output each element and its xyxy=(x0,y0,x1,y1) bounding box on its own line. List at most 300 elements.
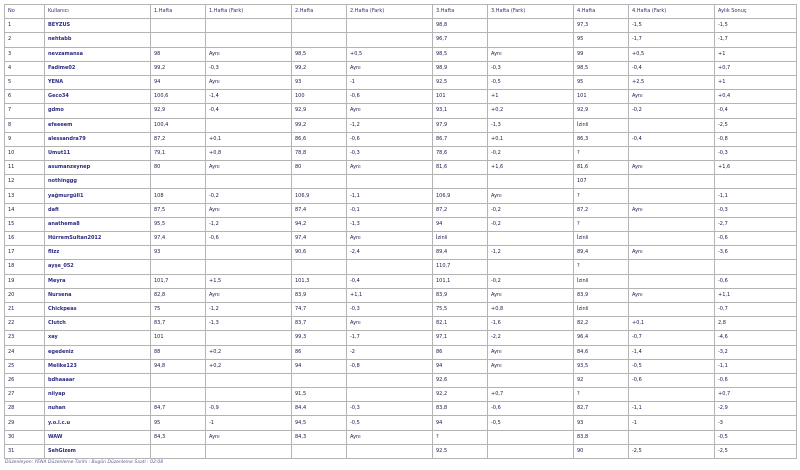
cell-week3: 98,5 xyxy=(433,47,488,61)
cell-week2: 90,6 xyxy=(292,246,347,260)
table-row xyxy=(5,146,797,160)
cell-week4: 99 xyxy=(574,47,629,61)
cell-monthly-result: -1,1 xyxy=(715,189,797,203)
cell-week2: 86 xyxy=(292,345,347,359)
cell-week1 xyxy=(151,33,206,47)
cell-week3: 89,4 xyxy=(433,246,488,260)
cell-no: 13 xyxy=(5,189,45,203)
table-row xyxy=(5,19,797,33)
cell-week1-diff: -0,4 xyxy=(206,104,292,118)
cell-week1-diff: -0,9 xyxy=(206,402,292,416)
cell-user: xay xyxy=(45,331,151,345)
header-user: Kullanıcı xyxy=(45,5,151,19)
cell-week4-diff: +2,5 xyxy=(629,75,715,89)
cell-week2-diff: Aynı xyxy=(347,104,433,118)
cell-no: 28 xyxy=(5,402,45,416)
cell-monthly-result: -3 xyxy=(715,416,797,430)
table-row xyxy=(5,444,797,458)
cell-week2: 92,9 xyxy=(292,104,347,118)
cell-week1: 95 xyxy=(151,416,206,430)
cell-week1-diff: Aynı xyxy=(206,75,292,89)
cell-week1-diff xyxy=(206,331,292,345)
cell-week1: 101,7 xyxy=(151,274,206,288)
cell-monthly-result: +1,6 xyxy=(715,161,797,175)
cell-week2: 84,3 xyxy=(292,430,347,444)
cell-week3: 101,1 xyxy=(433,274,488,288)
cell-monthly-result: +1,1 xyxy=(715,288,797,302)
cell-week2: 78,8 xyxy=(292,146,347,160)
cell-user: asumanzeynep xyxy=(45,161,151,175)
cell-week4: İzinli xyxy=(574,274,629,288)
cell-week2-diff xyxy=(347,373,433,387)
cell-week4: 83,8 xyxy=(574,430,629,444)
cell-week2: 99,2 xyxy=(292,61,347,75)
cell-week2-diff: -0,6 xyxy=(347,132,433,146)
cell-week3-diff: -0,2 xyxy=(488,146,574,160)
header-week3: 3.Hafta xyxy=(433,5,488,19)
cell-week3: 97,1 xyxy=(433,331,488,345)
table-row xyxy=(5,47,797,61)
cell-week3: 98,8 xyxy=(433,19,488,33)
cell-week3: İzinli xyxy=(433,232,488,246)
cell-week3: 82,1 xyxy=(433,317,488,331)
table-row xyxy=(5,203,797,217)
cell-week4: İzinli xyxy=(574,232,629,246)
cell-no: 15 xyxy=(5,217,45,231)
cell-week4-diff xyxy=(629,146,715,160)
cell-week4: 93,5 xyxy=(574,359,629,373)
cell-week4: 83,9 xyxy=(574,288,629,302)
cell-week3-diff: Aynı xyxy=(488,47,574,61)
cell-monthly-result: -0,3 xyxy=(715,146,797,160)
cell-week3-diff xyxy=(488,260,574,274)
cell-week4-diff: Aynı xyxy=(629,288,715,302)
cell-week4-diff: -1,5 xyxy=(629,19,715,33)
cell-week1: 95,5 xyxy=(151,217,206,231)
table-row xyxy=(5,132,797,146)
cell-week3-diff: Aynı xyxy=(488,288,574,302)
cell-week4-diff: Aynı xyxy=(629,161,715,175)
table-row xyxy=(5,189,797,203)
cell-user: yağmurgüll1 xyxy=(45,189,151,203)
cell-week2-diff: -0,3 xyxy=(347,402,433,416)
cell-week2: 80 xyxy=(292,161,347,175)
cell-week1: 93 xyxy=(151,246,206,260)
cell-week1-diff: -0,6 xyxy=(206,232,292,246)
cell-week1: 100,6 xyxy=(151,90,206,104)
cell-week2-diff: Aynı xyxy=(347,161,433,175)
cell-week1-diff: -0,2 xyxy=(206,189,292,203)
cell-week2-diff: -1,3 xyxy=(347,217,433,231)
cell-week4: 87,2 xyxy=(574,203,629,217)
cell-week3: 97,9 xyxy=(433,118,488,132)
cell-no: 31 xyxy=(5,444,45,458)
cell-user: Clutch xyxy=(45,317,151,331)
cell-week4-diff xyxy=(629,260,715,274)
cell-week3-diff: -2,2 xyxy=(488,331,574,345)
cell-week2: 94 xyxy=(292,359,347,373)
cell-week1: 97,4 xyxy=(151,232,206,246)
cell-no: 24 xyxy=(5,345,45,359)
table-row xyxy=(5,33,797,47)
cell-week1-diff xyxy=(206,260,292,274)
cell-week4: 81,6 xyxy=(574,161,629,175)
cell-monthly-result: +0,7 xyxy=(715,388,797,402)
cell-monthly-result: -0,6 xyxy=(715,232,797,246)
cell-user: HürremSultan2012 xyxy=(45,232,151,246)
cell-monthly-result: -3,6 xyxy=(715,246,797,260)
cell-week2-diff: -0,6 xyxy=(347,90,433,104)
cell-user: Geco34 xyxy=(45,90,151,104)
cell-week2-diff xyxy=(347,175,433,189)
cell-no: 11 xyxy=(5,161,45,175)
cell-week3-diff xyxy=(488,232,574,246)
cell-week2: 83,9 xyxy=(292,288,347,302)
cell-week4: 95 xyxy=(574,33,629,47)
cell-week2-diff: -1,2 xyxy=(347,118,433,132)
cell-user: nehtabb xyxy=(45,33,151,47)
cell-no: 23 xyxy=(5,331,45,345)
table-row xyxy=(5,175,797,189)
cell-week3: 110,7 xyxy=(433,260,488,274)
cell-user: anathema8 xyxy=(45,217,151,231)
cell-week1: 99,2 xyxy=(151,61,206,75)
cell-no: 29 xyxy=(5,416,45,430)
header-week4: 4.Hafta xyxy=(574,5,629,19)
cell-user: flizz xyxy=(45,246,151,260)
cell-week2-diff xyxy=(347,444,433,458)
cell-week2-diff: -2,4 xyxy=(347,246,433,260)
cell-week3: 93,1 xyxy=(433,104,488,118)
cell-week1-diff xyxy=(206,388,292,402)
cell-week3-diff: +1 xyxy=(488,90,574,104)
cell-week2-diff: +1,1 xyxy=(347,288,433,302)
table-row xyxy=(5,118,797,132)
cell-no: 12 xyxy=(5,175,45,189)
cell-week4: İzinli xyxy=(574,118,629,132)
cell-monthly-result xyxy=(715,175,797,189)
cell-week3-diff xyxy=(488,373,574,387)
cell-no: 4 xyxy=(5,61,45,75)
cell-week3-diff: -0,5 xyxy=(488,416,574,430)
cell-user: Chickpeas xyxy=(45,302,151,316)
header-week2-diff: 2.Hafta (Fark) xyxy=(347,5,433,19)
cell-monthly-result: 2,8 xyxy=(715,317,797,331)
cell-week2: 99,3 xyxy=(292,331,347,345)
cell-week3-diff: +1,6 xyxy=(488,161,574,175)
cell-no: 30 xyxy=(5,430,45,444)
edit-info-footer: Düzenleyen: YENA Düzenleme Tarihi : Bugün Düzenleme Saati : 02:08 xyxy=(5,460,164,465)
cell-week2: 83,7 xyxy=(292,317,347,331)
table-row xyxy=(5,217,797,231)
cell-week4: 89,4 xyxy=(574,246,629,260)
cell-week3-diff: -0,2 xyxy=(488,274,574,288)
cell-week4-diff: -0,2 xyxy=(629,104,715,118)
cell-user: BEYZUS xyxy=(45,19,151,33)
cell-week1: 84,3 xyxy=(151,430,206,444)
table-row xyxy=(5,317,797,331)
weekly-weight-table xyxy=(4,4,797,459)
cell-week2 xyxy=(292,373,347,387)
cell-week1: 94 xyxy=(151,75,206,89)
cell-week4: ? xyxy=(574,146,629,160)
cell-week3: 94 xyxy=(433,359,488,373)
cell-week2-diff xyxy=(347,33,433,47)
table-row xyxy=(5,75,797,89)
weight-table-container xyxy=(4,4,796,459)
cell-week2: 84,4 xyxy=(292,402,347,416)
cell-week3-diff: -0,6 xyxy=(488,402,574,416)
table-row xyxy=(5,345,797,359)
cell-week3: 86 xyxy=(433,345,488,359)
cell-week2-diff: Aynı xyxy=(347,61,433,75)
table-row xyxy=(5,104,797,118)
cell-week4-diff xyxy=(629,430,715,444)
table-header-row xyxy=(5,5,797,19)
cell-week4: ? xyxy=(574,217,629,231)
cell-monthly-result: -0,7 xyxy=(715,302,797,316)
cell-week4-diff xyxy=(629,274,715,288)
cell-week2-diff: -1 xyxy=(347,75,433,89)
cell-week4-diff xyxy=(629,302,715,316)
cell-user: SehGizem xyxy=(45,444,151,458)
cell-week4-diff xyxy=(629,189,715,203)
cell-week4-diff: -1,1 xyxy=(629,402,715,416)
cell-no: 19 xyxy=(5,274,45,288)
cell-user: bdhaaaar xyxy=(45,373,151,387)
cell-week2-diff: Aynı xyxy=(347,232,433,246)
cell-user: WAW xyxy=(45,430,151,444)
cell-no: 5 xyxy=(5,75,45,89)
table-row xyxy=(5,260,797,274)
cell-week4-diff xyxy=(629,388,715,402)
cell-week2: 94,2 xyxy=(292,217,347,231)
cell-week1-diff: -1,2 xyxy=(206,302,292,316)
cell-week4: ? xyxy=(574,388,629,402)
cell-week3: 87,2 xyxy=(433,203,488,217)
cell-week4: 82,2 xyxy=(574,317,629,331)
cell-week2-diff: -0,3 xyxy=(347,302,433,316)
cell-no: 14 xyxy=(5,203,45,217)
header-week3-diff: 3.Hafta (Fark) xyxy=(488,5,574,19)
cell-week4-diff xyxy=(629,217,715,231)
cell-monthly-result: -0,4 xyxy=(715,104,797,118)
cell-week1-diff: Aynı xyxy=(206,47,292,61)
cell-week2: 87,4 xyxy=(292,203,347,217)
cell-week4: 92,9 xyxy=(574,104,629,118)
cell-week4: 84,6 xyxy=(574,345,629,359)
cell-week3: 106,9 xyxy=(433,189,488,203)
cell-monthly-result: -4,6 xyxy=(715,331,797,345)
cell-week1-diff xyxy=(206,118,292,132)
cell-week1-diff: Aynı xyxy=(206,430,292,444)
cell-monthly-result: -1,5 xyxy=(715,19,797,33)
cell-week4: 96,4 xyxy=(574,331,629,345)
cell-week3: 92,5 xyxy=(433,444,488,458)
cell-week2: 93 xyxy=(292,75,347,89)
cell-week1-diff: -1,4 xyxy=(206,90,292,104)
table-row xyxy=(5,373,797,387)
cell-week4-diff: -0,4 xyxy=(629,132,715,146)
cell-week2-diff: -0,5 xyxy=(347,416,433,430)
cell-week4: 82,7 xyxy=(574,402,629,416)
cell-no: 27 xyxy=(5,388,45,402)
cell-week2-diff xyxy=(347,388,433,402)
cell-week1: 98 xyxy=(151,47,206,61)
cell-monthly-result: +0,4 xyxy=(715,90,797,104)
cell-week2: 98,5 xyxy=(292,47,347,61)
cell-monthly-result xyxy=(715,260,797,274)
cell-monthly-result: -2,7 xyxy=(715,217,797,231)
table-row xyxy=(5,61,797,75)
cell-week4-diff: +0,1 xyxy=(629,317,715,331)
header-week4-diff: 4.Hafta (Fark) xyxy=(629,5,715,19)
cell-no: 22 xyxy=(5,317,45,331)
cell-no: 9 xyxy=(5,132,45,146)
cell-no: 3 xyxy=(5,47,45,61)
cell-user: y.o.l.c.u xyxy=(45,416,151,430)
cell-week4: 97,3 xyxy=(574,19,629,33)
cell-week4: ? xyxy=(574,260,629,274)
header-week1: 1.Hafta xyxy=(151,5,206,19)
table-row xyxy=(5,246,797,260)
cell-monthly-result: +1 xyxy=(715,47,797,61)
cell-week4-diff: -1,7 xyxy=(629,33,715,47)
cell-user: ayşe_052 xyxy=(45,260,151,274)
header-week2: 2.Hafta xyxy=(292,5,347,19)
cell-week2: 106,9 xyxy=(292,189,347,203)
cell-week3: 96,7 xyxy=(433,33,488,47)
cell-week3: 94 xyxy=(433,416,488,430)
cell-week3-diff: -0,5 xyxy=(488,75,574,89)
cell-week2: 94,5 xyxy=(292,416,347,430)
cell-week2: 100 xyxy=(292,90,347,104)
cell-week4: 86,3 xyxy=(574,132,629,146)
cell-no: 21 xyxy=(5,302,45,316)
cell-week4-diff: -2,5 xyxy=(629,444,715,458)
cell-week3: 92,2 xyxy=(433,388,488,402)
cell-week3-diff xyxy=(488,430,574,444)
cell-week1: 83,7 xyxy=(151,317,206,331)
cell-week2-diff: +0,5 xyxy=(347,47,433,61)
cell-week1-diff: +0,2 xyxy=(206,359,292,373)
cell-monthly-result: -2,5 xyxy=(715,444,797,458)
cell-week4: İzinli xyxy=(574,302,629,316)
cell-week3-diff xyxy=(488,444,574,458)
cell-no: 8 xyxy=(5,118,45,132)
table-row xyxy=(5,331,797,345)
cell-week1: 82,8 xyxy=(151,288,206,302)
cell-week2-diff: -0,4 xyxy=(347,274,433,288)
table-row xyxy=(5,274,797,288)
cell-week4-diff: Aynı xyxy=(629,90,715,104)
cell-week3-diff: -1,3 xyxy=(488,118,574,132)
cell-no: 16 xyxy=(5,232,45,246)
cell-no: 26 xyxy=(5,373,45,387)
cell-week1-diff: Aynı xyxy=(206,203,292,217)
cell-week1: 92,9 xyxy=(151,104,206,118)
cell-week1-diff: -1 xyxy=(206,416,292,430)
cell-user: Umut11 xyxy=(45,146,151,160)
cell-user: nevzamansa xyxy=(45,47,151,61)
cell-week2: 91,5 xyxy=(292,388,347,402)
cell-week3: 78,6 xyxy=(433,146,488,160)
cell-week2: 101,3 xyxy=(292,274,347,288)
cell-monthly-result: -2,9 xyxy=(715,402,797,416)
cell-user: Nursena xyxy=(45,288,151,302)
cell-week1: 75 xyxy=(151,302,206,316)
cell-week4: 98,5 xyxy=(574,61,629,75)
cell-no: 18 xyxy=(5,260,45,274)
cell-week2-diff: Aynı xyxy=(347,430,433,444)
cell-week4-diff: -1,4 xyxy=(629,345,715,359)
cell-week4: 90 xyxy=(574,444,629,458)
cell-week3-diff: -0,2 xyxy=(488,203,574,217)
cell-no: 7 xyxy=(5,104,45,118)
header-no: No xyxy=(5,5,45,19)
cell-monthly-result: -0,6 xyxy=(715,373,797,387)
cell-week2 xyxy=(292,444,347,458)
cell-week2-diff: -0,8 xyxy=(347,359,433,373)
table-row xyxy=(5,402,797,416)
cell-week1: 84,7 xyxy=(151,402,206,416)
table-row xyxy=(5,416,797,430)
cell-monthly-result: +1 xyxy=(715,75,797,89)
cell-week2-diff: -0,3 xyxy=(347,146,433,160)
cell-week1 xyxy=(151,444,206,458)
cell-week3-diff: +0,2 xyxy=(488,104,574,118)
cell-week3: 94 xyxy=(433,217,488,231)
cell-week4-diff: Aynı xyxy=(629,203,715,217)
cell-no: 2 xyxy=(5,33,45,47)
cell-user: egedeniz xyxy=(45,345,151,359)
cell-week3: ? xyxy=(433,430,488,444)
cell-week2 xyxy=(292,19,347,33)
cell-week1 xyxy=(151,388,206,402)
cell-week3-diff: +0,7 xyxy=(488,388,574,402)
cell-user: YENA xyxy=(45,75,151,89)
cell-week4-diff xyxy=(629,232,715,246)
cell-week1-diff: -1,3 xyxy=(206,317,292,331)
cell-week3 xyxy=(433,175,488,189)
cell-week3-diff: -0,2 xyxy=(488,217,574,231)
cell-week4-diff: -0,7 xyxy=(629,331,715,345)
cell-no: 25 xyxy=(5,359,45,373)
cell-user: niiyap xyxy=(45,388,151,402)
cell-week1-diff: -1,2 xyxy=(206,217,292,231)
cell-week4: 93 xyxy=(574,416,629,430)
table-row xyxy=(5,288,797,302)
cell-user: nuhan xyxy=(45,402,151,416)
cell-monthly-result: -0,5 xyxy=(715,430,797,444)
cell-week4: 95 xyxy=(574,75,629,89)
table-row xyxy=(5,232,797,246)
cell-week3: 101 xyxy=(433,90,488,104)
cell-monthly-result: -2,5 xyxy=(715,118,797,132)
cell-week2: 97,4 xyxy=(292,232,347,246)
cell-week4-diff: Aynı xyxy=(629,246,715,260)
cell-week1-diff xyxy=(206,175,292,189)
cell-week4: 101 xyxy=(574,90,629,104)
cell-week2-diff: -2 xyxy=(347,345,433,359)
cell-week4: ? xyxy=(574,189,629,203)
cell-week3-diff: +0,1 xyxy=(488,132,574,146)
cell-week2-diff: -0,1 xyxy=(347,203,433,217)
cell-week1: 94,8 xyxy=(151,359,206,373)
cell-week2-diff: -1,7 xyxy=(347,331,433,345)
cell-week3: 98,9 xyxy=(433,61,488,75)
cell-user: Meyra xyxy=(45,274,151,288)
